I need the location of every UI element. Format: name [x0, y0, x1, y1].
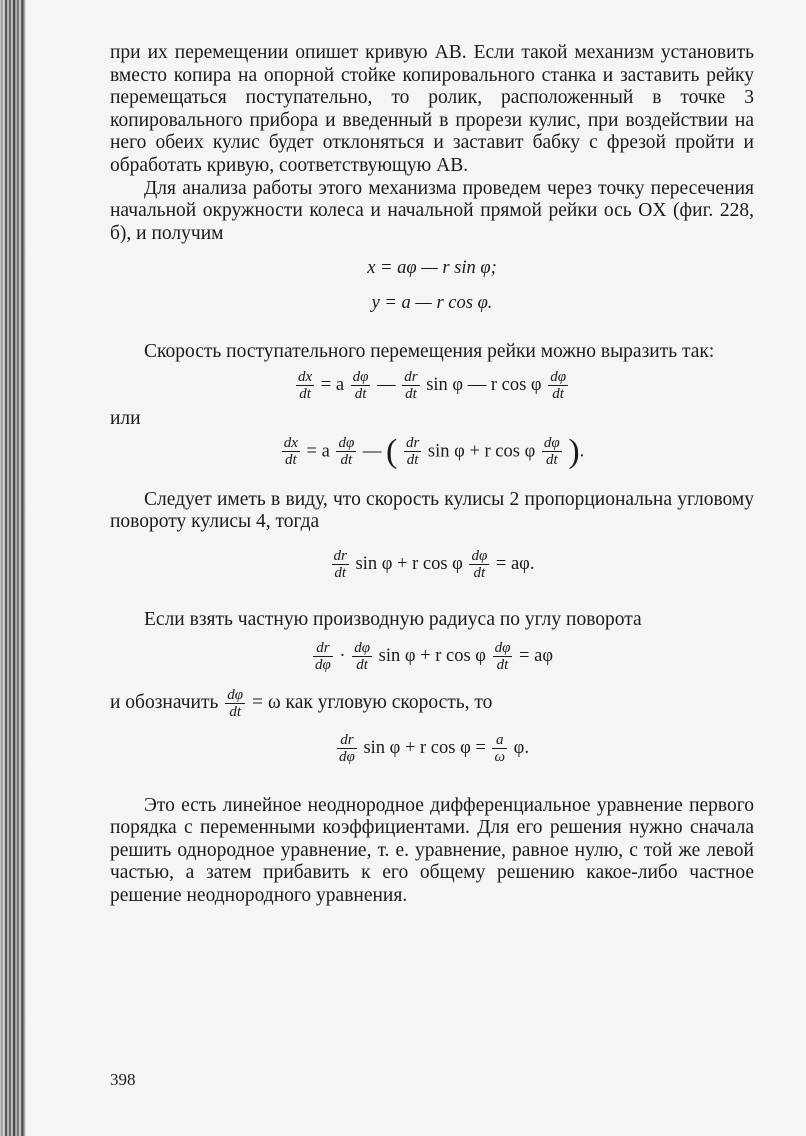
paragraph-4: или	[110, 408, 141, 430]
equation-linear: $\frac{dr}{d\varphi}$ sin φ + r cos φ = $\frac{a}{\omega}$ φ.	[339, 731, 529, 765]
book-spine	[0, 0, 26, 1136]
equation-partial: $\frac{dr}{d\varphi}$ · $\frac{d\varphi}{dt}$ sin φ + r cos φ $\frac{d\varphi}{dt}$ = aφ	[314, 639, 553, 673]
equation-proportional: $\frac{dr}{dt}$ sin φ + r cos φ $\frac{d\varphi}{dt}$ = aφ.	[333, 547, 535, 581]
paragraph-2: Для анализа работы этого механизма проведем через точку пересечения начальной окружности колеса и начальной прямой рейки ось OX (фиг. 228, б), и получим	[110, 177, 754, 244]
paragraph-5: Следует иметь в виду, что скорость кулисы 2 пропорциональна угловому повороту кулисы 4, тогда	[110, 488, 754, 533]
page-content	[110, 42, 754, 907]
paragraph-7: и обозначить $\frac{d\varphi}{dt}$ = ω как угловую скорость, то	[110, 686, 493, 720]
paragraph-6: Если взять частную производную радиуса по углу поворота	[144, 608, 642, 630]
paragraph-3: Скорость поступательного перемещения рейки можно выразить так:	[144, 340, 715, 362]
equation-x: x = aφ — r sin φ;	[367, 258, 497, 279]
equation-velocity-grouped: $\frac{dx}{dt}$ = a $\frac{d\varphi}{dt}$ — ( $\frac{dr}{dt}$ sin φ + r cos φ $\frac{d\varphi}{dt}$ ).	[283, 432, 585, 470]
page-number: 398	[110, 1070, 136, 1089]
paragraph-8: Это есть линейное неоднородное дифференциальное уравнение первого порядка с переменными коэффициентами. Для его решения нужно сначала решить однородное уравнение, т. е. уравнение, равное нулю, с той же левой частью, а затем прибавить к его общему решению какое-либо частное решение неоднородного уравнения.	[110, 794, 754, 906]
equation-velocity: $\frac{dx}{dt}$ = a $\frac{d\varphi}{dt}$ — $\frac{dr}{dt}$ sin φ — r cos φ $\frac{d\varphi}{dt}$	[297, 369, 567, 403]
paragraph-1: при их перемещении опишет кривую AB. Если такой механизм установить вместо копира на опорной стойке копировального станка и заставить рейку перемещаться поступательно, то ролик, расположенный в точке 3 копировального прибора и введенный в прорези кулис, при воздействии на него обеих кулис будет отклоняться и заставит бабку с фрезой пройти и обработать кривую, соответствующую AB.	[110, 42, 754, 176]
equation-y: y = a — r cos φ.	[371, 292, 493, 313]
